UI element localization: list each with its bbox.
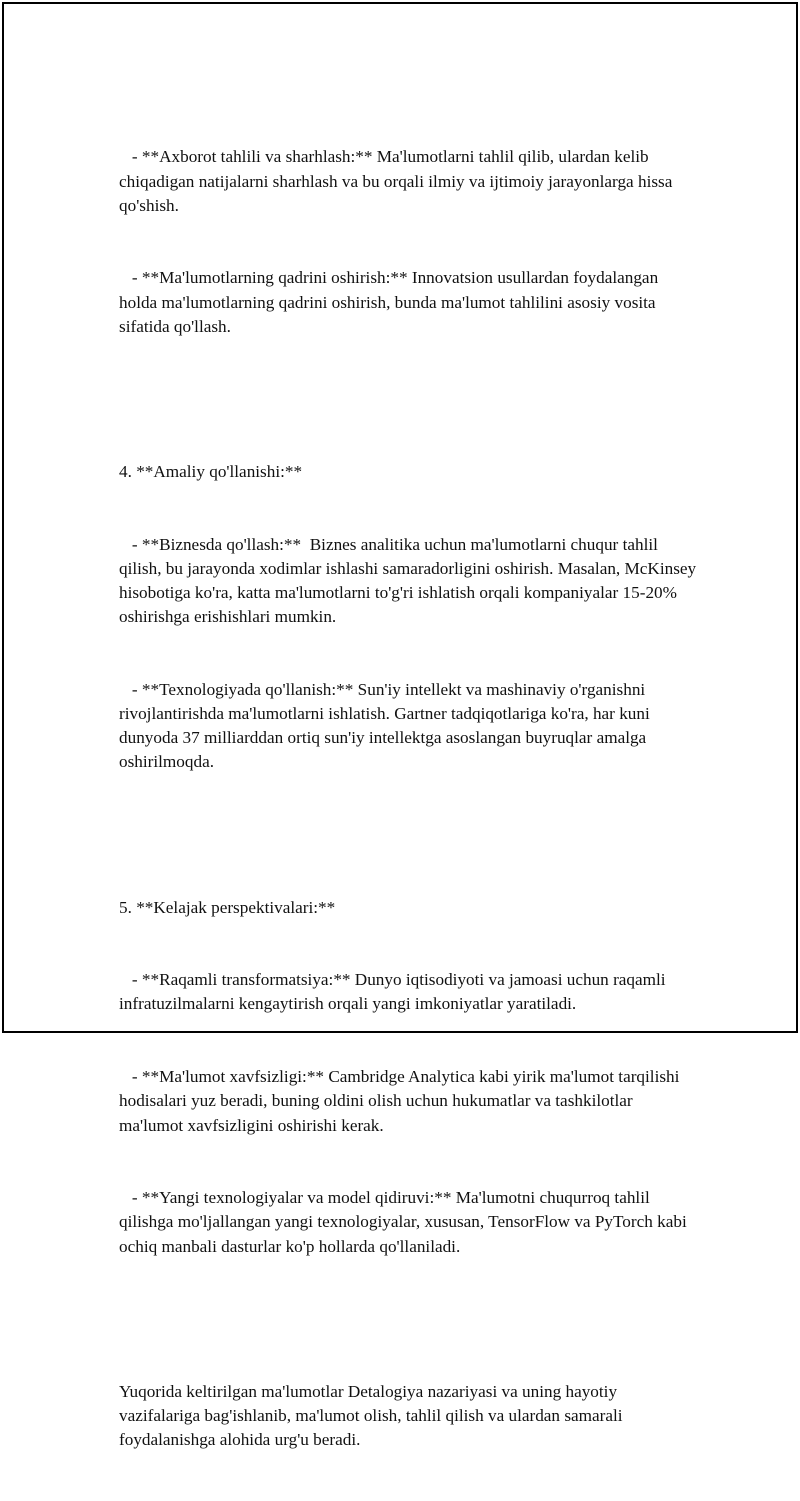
paragraph-gap [119, 387, 699, 411]
bullet-malumot-qadrini-oshirish: - **Ma'lumotlarning qadrini oshirish:** Innovatsion usullardan foydalangan holda ma'lumotlarning qadrini oshirish, bunda ma'lumot tahlilini asosiy vosita sifatida qo'llash. [119, 268, 663, 336]
section-heading-amaliy-qollanishi: 4. **Amaliy qo'llanishi:** [119, 462, 303, 482]
bullet-yangi-texnologiyalar: - **Yangi texnologiyalar va model qidiruvi:** Ma'lumotni chuqurroq tahlil qilishga mo'ljallangan yangi texnologiyalar, xususan, TensorFlow va PyTorch kabi ochiq manbali dasturlar ko'p hollarda qo'llaniladi. [119, 1188, 692, 1256]
document-body [119, 97, 699, 1501]
paragraph-gap [119, 823, 699, 847]
bullet-axborot-tahlili: - **Axborot tahlili va sharhlash:** Ma'lumotlarni tahlil qilib, ulardan kelib chiqadigan natijalarni sharhlash va bu orqali ilmiy va ijtimoiy jarayonlarga hissa qo'shish. [119, 147, 677, 215]
paragraph-gap [119, 1307, 699, 1331]
bullet-malumot-xavfsizligi: - **Ma'lumot xavfsizligi:** Cambridge Analytica kabi yirik ma'lumot tarqilishi hodisalari yuz beradi, buning oldini olish uchun hukumatlar va tashkilotlar ma'lumot xavfsizligini oshirishi kerak. [119, 1067, 684, 1135]
document-page [2, 2, 798, 1450]
section-heading-kelajak-perspektivalari: 5. **Kelajak perspektivalari:** [119, 897, 336, 917]
bullet-biznesda-qollash: - **Biznesda qo'llash:** Biznes analitika uchun ma'lumotlarni chuqur tahlil qilish, bu jarayonda xodimlar ishlashi samaradorligini oshirish. Masalan, McKinsey hisobotiga ko'ra, katta ma'lumotlarni to'g'ri ishlatish orqali kompaniyalar 15-20% oshirishga erishishlari mumkin. [119, 534, 701, 627]
bullet-raqamli-transformatsiya: - **Raqamli transformatsiya:** Dunyo iqtisodiyoti va jamoasi uchun raqamli infratuzilmalarni kengaytirish orqali yangi imkoniyatlar yaratiladi. [119, 970, 670, 1014]
closing-paragraph: Yuqorida keltirilgan ma'lumotlar Detalogiya nazariyasi va uning hayotiy vazifalariga bag'ishlanib, ma'lumot olish, tahlil qilish va ulardan samarali foydalanishga alohida urg'u beradi. [119, 1381, 627, 1450]
bullet-texnologiyada-qollanish: - **Texnologiyada qo'llanish:** Sun'iy intellekt va mashinaviy o'rganishni rivojlantirishda ma'lumotlarni ishlatish. Gartner tadqiqotlariga ko'ra, har kuni dunyoda 37 milliarddan ortiq sun'iy intellektga asoslangan buyruqlar amalga oshirilmoqda. [119, 679, 655, 772]
